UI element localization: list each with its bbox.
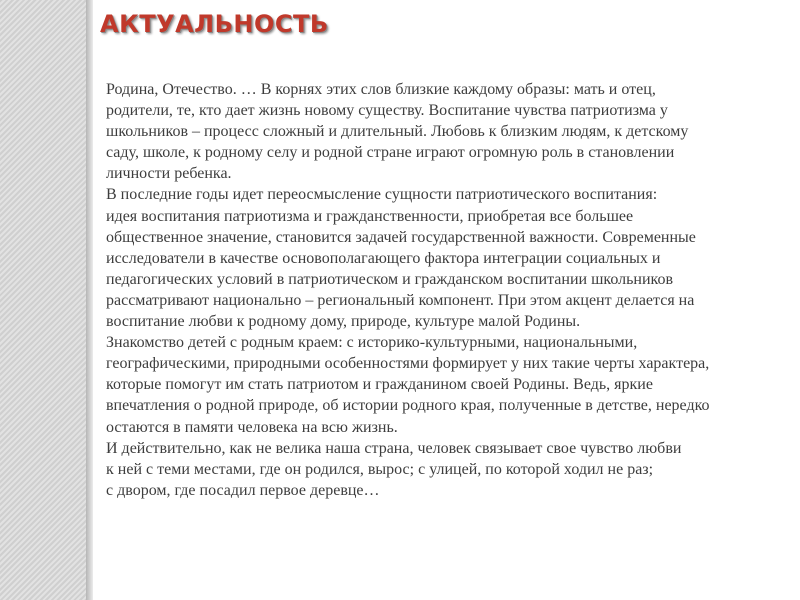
paragraph-1: Родина, Отечество. … В корнях этих слов близкие каждому образы: мать и отец, родители, те, кто дает жизнь новому существу. Воспитание чувства патриотизма у школьников – процесс сложный и длительный. Любовь к близким людям, к детскому саду, школе, к родному селу и родной стране играют огромную роль в становлении личности ребенка. [106,81,689,183]
paragraph-3: Знакомство детей с родным краем: с историко-культурными, национальными, географическими, природными особенностями формирует у них такие черты характера, которые помогут им стать патриотом и гражданином своей Родины. Ведь, яркие впечатления о родной природе, об истории родного края, полученные в детстве, нередко остаются в памяти человека на всю жизнь. [106,334,710,436]
slide-title: АКТУАЛЬНОСТЬ [100,10,329,38]
decorative-striped-band [0,0,92,600]
band-edge-shadow [86,0,93,600]
paragraph-2: В последние годы идет переосмысление сущности патриотического воспитания: идея воспитания патриотизма и гражданственности, приобретая все большее общественное значение, становится задачей государственной важности. Современные исследователи в качестве основополагающего фактора интеграции социальных и педагогических условий в патриотическом и гражданском воспитании школьников рассматривают национально – региональный компонент. При этом акцент делается на воспитание любви к родному дому, природе, культуре малой Родины. [106,186,696,331]
slide-body [106,79,782,501]
paragraph-4: И действительно, как не велика наша страна, человек связывает свое чувство любви к ней с теми местами, где он родился, вырос; с улицей, по которой ходил не раз; с двором, где посадил первое деревце… [106,439,682,499]
